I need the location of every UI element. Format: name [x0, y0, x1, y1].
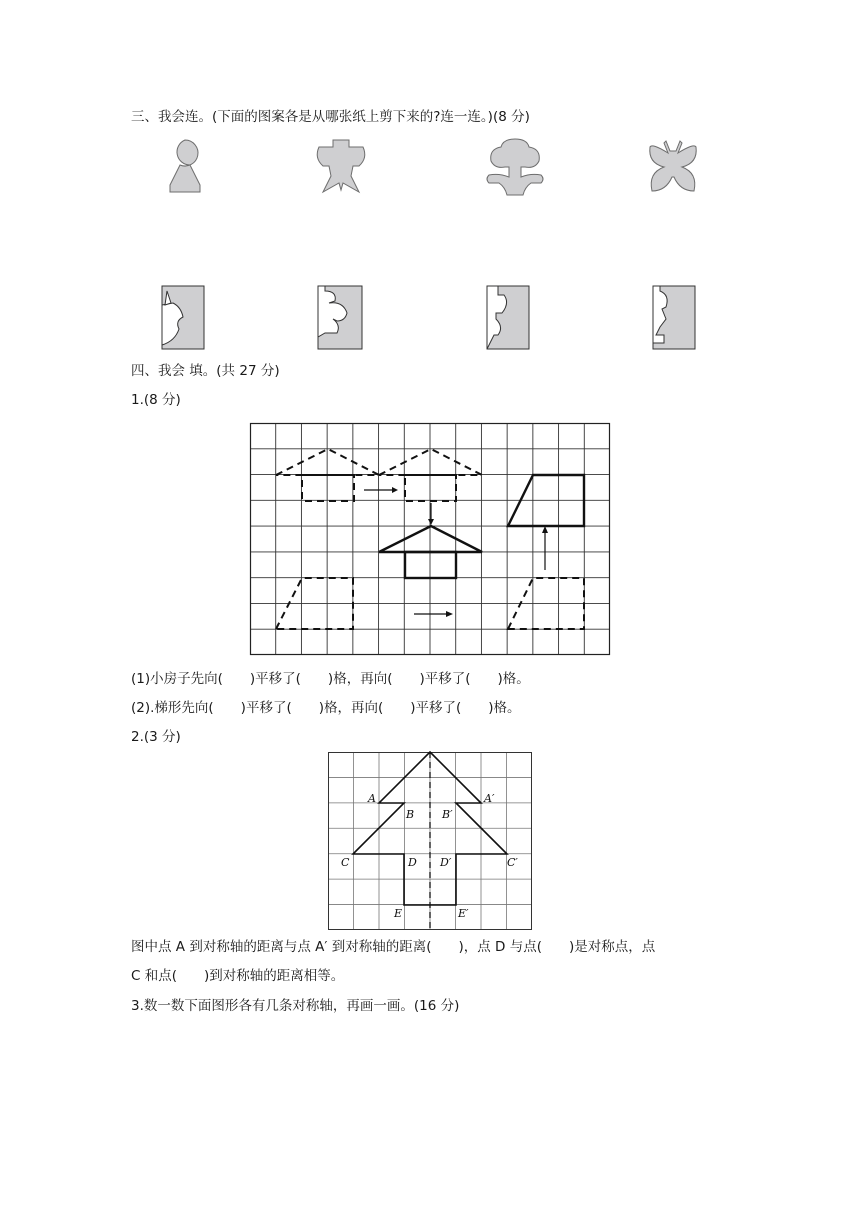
arrow-up [542, 526, 548, 570]
point-E: E [394, 907, 403, 920]
cutout-star-tree-shape [313, 138, 369, 196]
q3-label: 3.数一数下面图形各有几条对称轴，再画一画。(16 分) [131, 998, 460, 1014]
point-C: C [341, 856, 350, 869]
point-D-prime: D′ [440, 856, 452, 869]
q2-text1: 图中点 A 到对称轴的距离与点 A′ 到对称轴的距离( )，点 D 与点( )是对称点，点 [131, 939, 656, 955]
folded-paper-keyhole[interactable] [486, 285, 532, 351]
point-A: A [368, 792, 376, 805]
q2-text2: C 和点( )到对称轴的距离相等。 [131, 968, 345, 984]
folded-paper-tree[interactable] [317, 285, 365, 351]
arrow-down [428, 503, 434, 525]
section4-heading: 四、我会 填。(共 27 分) [131, 363, 280, 379]
point-D: D [408, 856, 417, 869]
symmetric-tree-figure [328, 752, 534, 932]
point-C-prime: C′ [507, 856, 518, 869]
q2-label: 2.(3 分) [131, 729, 181, 745]
cutout-tree-shape [477, 137, 553, 197]
point-B: B [406, 808, 415, 821]
cutout-keyhole-shape [160, 137, 210, 197]
translation-grid [250, 423, 610, 655]
folded-paper-butterfly[interactable] [161, 285, 207, 351]
cutout-butterfly-shape [646, 137, 700, 197]
arrow-right-top [364, 487, 398, 493]
translation-grid-figure [250, 423, 612, 657]
section3-heading: 三、我会连。(下面的图案各是从哪张纸上剪下来的?连一连。)(8 分) [131, 109, 530, 125]
q1-label: 1.(8 分) [131, 392, 181, 408]
q1-sub1: (1)小房子先向( )平移了( )格，再向( )平移了( )格。 [131, 671, 530, 687]
arrow-right-bottom [414, 611, 453, 617]
point-E-prime: E′ [458, 907, 469, 920]
point-A-prime: A′ [484, 792, 495, 805]
folded-paper-star-tree[interactable] [652, 285, 698, 351]
solid-house [379, 526, 482, 578]
point-B-prime: B′ [442, 808, 453, 821]
q1-sub2: (2).梯形先向( )平移了( )格，再向( )平移了( )格。 [131, 700, 521, 716]
